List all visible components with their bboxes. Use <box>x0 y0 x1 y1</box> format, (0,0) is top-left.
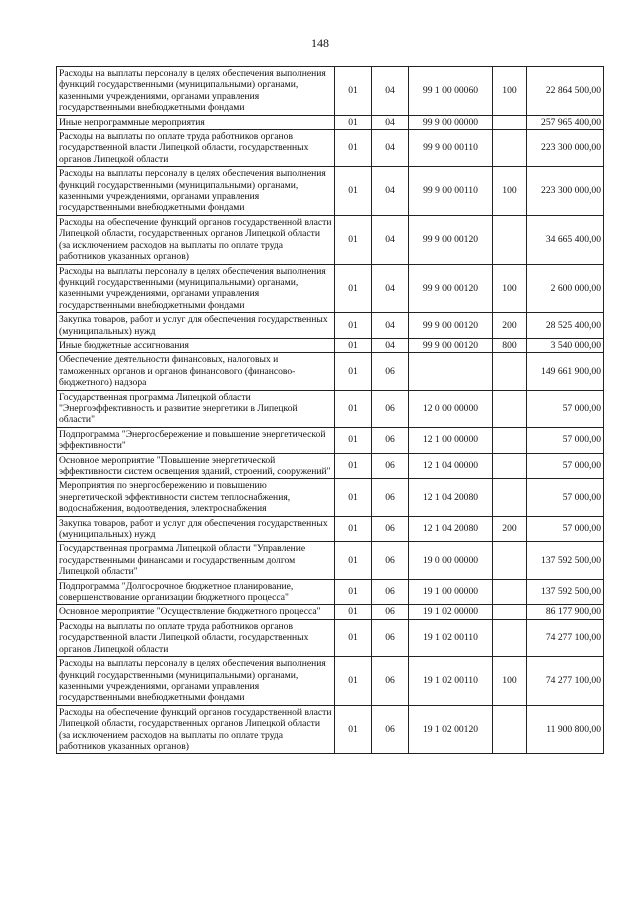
target-article-cell: 12 1 04 00000 <box>409 453 493 479</box>
amount-cell: 3 540 000,00 <box>527 338 604 352</box>
row-name-cell: Государственная программа Липецкой области "Энергоэффективность и развитие энергетики в Липецкой области" <box>57 390 335 427</box>
section-code-cell: 01 <box>335 605 372 619</box>
table-row <box>57 313 604 339</box>
section-code-cell: 01 <box>335 390 372 427</box>
amount-cell: 2 600 000,00 <box>527 264 604 313</box>
target-article-cell: 12 1 04 20080 <box>409 516 493 542</box>
amount-cell: 57 000,00 <box>527 453 604 479</box>
amount-cell: 74 277 100,00 <box>527 619 604 656</box>
target-article-cell: 99 9 00 00120 <box>409 338 493 352</box>
section-code-cell: 01 <box>335 479 372 516</box>
expense-type-cell <box>493 353 527 390</box>
table-row <box>57 453 604 479</box>
subsection-code-cell: 04 <box>372 313 409 339</box>
target-article-cell: 99 9 00 00110 <box>409 167 493 216</box>
subsection-code-cell: 04 <box>372 215 409 264</box>
amount-cell: 223 300 000,00 <box>527 167 604 216</box>
section-code-cell: 01 <box>335 67 372 116</box>
expense-type-cell: 200 <box>493 313 527 339</box>
table-row <box>57 390 604 427</box>
subsection-code-cell: 06 <box>372 605 409 619</box>
table-row <box>57 167 604 216</box>
table-row <box>57 479 604 516</box>
expense-type-cell <box>493 453 527 479</box>
section-code-cell: 01 <box>335 427 372 453</box>
subsection-code-cell: 06 <box>372 705 409 754</box>
table-row <box>57 67 604 116</box>
amount-cell: 22 864 500,00 <box>527 67 604 116</box>
table-row <box>57 705 604 754</box>
target-article-cell: 99 9 00 00110 <box>409 130 493 167</box>
page-number: 148 <box>311 36 329 50</box>
expense-type-cell <box>493 705 527 754</box>
target-article-cell: 12 1 00 00000 <box>409 427 493 453</box>
subsection-code-cell: 06 <box>372 516 409 542</box>
amount-cell: 57 000,00 <box>527 390 604 427</box>
subsection-code-cell: 06 <box>372 479 409 516</box>
row-name-cell: Иные непрограммные мероприятия <box>57 115 335 129</box>
row-name-cell: Подпрограмма "Энергосбережение и повышение энергетической эффективности" <box>57 427 335 453</box>
subsection-code-cell: 06 <box>372 453 409 479</box>
table-row <box>57 542 604 579</box>
row-name-cell: Государственная программа Липецкой области "Управление государственными финансами и государственным долгом Липецкой области" <box>57 542 335 579</box>
amount-cell: 57 000,00 <box>527 479 604 516</box>
subsection-code-cell: 06 <box>372 427 409 453</box>
target-article-cell: 99 9 00 00000 <box>409 115 493 129</box>
target-article-cell <box>409 353 493 390</box>
section-code-cell: 01 <box>335 516 372 542</box>
amount-cell: 86 177 900,00 <box>527 605 604 619</box>
amount-cell: 28 525 400,00 <box>527 313 604 339</box>
row-name-cell: Основное мероприятие "Повышение энергетической эффективности систем освещения зданий, строений, сооружений" <box>57 453 335 479</box>
table-row <box>57 215 604 264</box>
expense-type-cell <box>493 579 527 605</box>
subsection-code-cell: 06 <box>372 619 409 656</box>
target-article-cell: 19 1 00 00000 <box>409 579 493 605</box>
table-row <box>57 264 604 313</box>
amount-cell: 74 277 100,00 <box>527 657 604 706</box>
row-name-cell: Основное мероприятие "Осуществление бюджетного процесса" <box>57 605 335 619</box>
section-code-cell: 01 <box>335 313 372 339</box>
subsection-code-cell: 04 <box>372 115 409 129</box>
expense-type-cell <box>493 115 527 129</box>
amount-cell: 137 592 500,00 <box>527 579 604 605</box>
target-article-cell: 12 1 04 20080 <box>409 479 493 516</box>
section-code-cell: 01 <box>335 705 372 754</box>
expense-type-cell: 200 <box>493 516 527 542</box>
subsection-code-cell: 06 <box>372 390 409 427</box>
expense-type-cell <box>493 130 527 167</box>
expense-type-cell <box>493 427 527 453</box>
budget-table <box>56 66 604 754</box>
table-row <box>57 657 604 706</box>
row-name-cell: Расходы на выплаты персоналу в целях обеспечения выполнения функций государственными (муниципальными) органами, казенными учреждениями, органами управления государственными внебюджетными фондами <box>57 657 335 706</box>
subsection-code-cell: 06 <box>372 579 409 605</box>
target-article-cell: 99 1 00 00060 <box>409 67 493 116</box>
expense-type-cell <box>493 479 527 516</box>
section-code-cell: 01 <box>335 215 372 264</box>
row-name-cell: Расходы на выплаты персоналу в целях обеспечения выполнения функций государственными (муниципальными) органами, казенными учреждениями, органами управления государственными внебюджетными фондами <box>57 167 335 216</box>
section-code-cell: 01 <box>335 130 372 167</box>
amount-cell: 34 665 400,00 <box>527 215 604 264</box>
section-code-cell: 01 <box>335 619 372 656</box>
amount-cell: 149 661 900,00 <box>527 353 604 390</box>
row-name-cell: Иные бюджетные ассигнования <box>57 338 335 352</box>
row-name-cell: Подпрограмма "Долгосрочное бюджетное планирование, совершенствование организации бюджетного процесса" <box>57 579 335 605</box>
table-row <box>57 605 604 619</box>
expense-type-cell: 100 <box>493 657 527 706</box>
amount-cell: 137 592 500,00 <box>527 542 604 579</box>
subsection-code-cell: 04 <box>372 167 409 216</box>
row-name-cell: Расходы на выплаты по оплате труда работников органов государственной власти Липецкой области, государственных органов Липецкой области <box>57 130 335 167</box>
table-row <box>57 353 604 390</box>
row-name-cell: Расходы на выплаты по оплате труда работников органов государственной власти Липецкой области, государственных органов Липецкой области <box>57 619 335 656</box>
amount-cell: 57 000,00 <box>527 427 604 453</box>
row-name-cell: Расходы на выплаты персоналу в целях обеспечения выполнения функций государственными (муниципальными) органами, казенными учреждениями, органами управления государственными внебюджетными фондами <box>57 67 335 116</box>
section-code-cell: 01 <box>335 115 372 129</box>
expense-type-cell <box>493 215 527 264</box>
subsection-code-cell: 04 <box>372 338 409 352</box>
subsection-code-cell: 06 <box>372 353 409 390</box>
expense-type-cell: 100 <box>493 67 527 116</box>
table-row <box>57 115 604 129</box>
row-name-cell: Расходы на выплаты персоналу в целях обеспечения выполнения функций государственными (муниципальными) органами, казенными учреждениями, органами управления государственными внебюджетными фондами <box>57 264 335 313</box>
expense-type-cell <box>493 605 527 619</box>
section-code-cell: 01 <box>335 338 372 352</box>
expense-type-cell <box>493 619 527 656</box>
row-name-cell: Расходы на обеспечение функций органов государственной власти Липецкой области, государственных органов Липецкой области (за исключением расходов на выплаты по оплате труда работников указанных органов) <box>57 705 335 754</box>
section-code-cell: 01 <box>335 453 372 479</box>
table-row <box>57 427 604 453</box>
subsection-code-cell: 04 <box>372 264 409 313</box>
table-row <box>57 338 604 352</box>
expense-type-cell <box>493 390 527 427</box>
target-article-cell: 19 1 02 00110 <box>409 657 493 706</box>
table-row <box>57 516 604 542</box>
expense-type-cell: 100 <box>493 167 527 216</box>
row-name-cell: Мероприятия по энергосбережению и повышению энергетической эффективности систем теплоснабжения, водоснабжения, водоотведения, электроснабжения <box>57 479 335 516</box>
target-article-cell: 12 0 00 00000 <box>409 390 493 427</box>
target-article-cell: 99 9 00 00120 <box>409 215 493 264</box>
section-code-cell: 01 <box>335 353 372 390</box>
target-article-cell: 19 0 00 00000 <box>409 542 493 579</box>
table-row <box>57 579 604 605</box>
table-row <box>57 619 604 656</box>
table-row <box>57 130 604 167</box>
budget-table-body <box>57 67 604 754</box>
subsection-code-cell: 06 <box>372 542 409 579</box>
subsection-code-cell: 04 <box>372 130 409 167</box>
row-name-cell: Закупка товаров, работ и услуг для обеспечения государственных (муниципальных) нужд <box>57 516 335 542</box>
section-code-cell: 01 <box>335 657 372 706</box>
target-article-cell: 19 1 02 00110 <box>409 619 493 656</box>
expense-type-cell: 800 <box>493 338 527 352</box>
section-code-cell: 01 <box>335 167 372 216</box>
row-name-cell: Закупка товаров, работ и услуг для обеспечения государственных (муниципальных) нужд <box>57 313 335 339</box>
section-code-cell: 01 <box>335 542 372 579</box>
section-code-cell: 01 <box>335 579 372 605</box>
section-code-cell: 01 <box>335 264 372 313</box>
amount-cell: 57 000,00 <box>527 516 604 542</box>
amount-cell: 223 300 000,00 <box>527 130 604 167</box>
amount-cell: 257 965 400,00 <box>527 115 604 129</box>
amount-cell: 11 900 800,00 <box>527 705 604 754</box>
target-article-cell: 99 9 00 00120 <box>409 264 493 313</box>
target-article-cell: 99 9 00 00120 <box>409 313 493 339</box>
row-name-cell: Расходы на обеспечение функций органов государственной власти Липецкой области, государственных органов Липецкой области (за исключением расходов на выплаты по оплате труда работников указанных органов) <box>57 215 335 264</box>
target-article-cell: 19 1 02 00120 <box>409 705 493 754</box>
row-name-cell: Обеспечение деятельности финансовых, налоговых и таможенных органов и органов финансового (финансово-бюджетного) надзора <box>57 353 335 390</box>
target-article-cell: 19 1 02 00000 <box>409 605 493 619</box>
subsection-code-cell: 04 <box>372 67 409 116</box>
expense-type-cell: 100 <box>493 264 527 313</box>
expense-type-cell <box>493 542 527 579</box>
subsection-code-cell: 06 <box>372 657 409 706</box>
